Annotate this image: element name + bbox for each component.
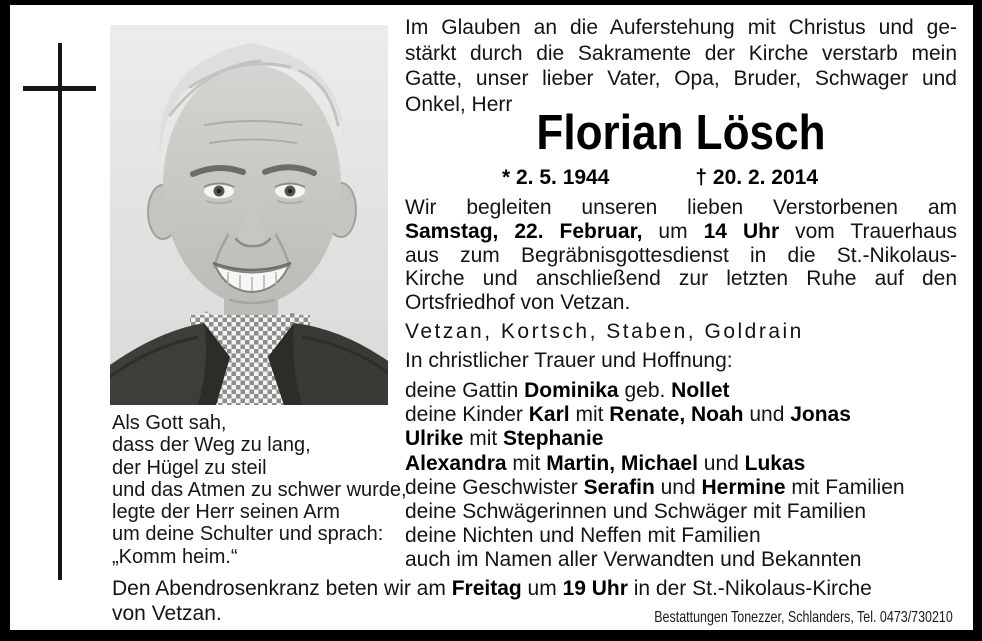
publisher-credit: Bestattungen Tonezzer, Schlanders, Tel. 0473/730210 (654, 609, 953, 626)
portrait-photo (110, 25, 388, 405)
poem-line: um deine Schulter und sprach: (112, 523, 384, 546)
main-text-column (405, 0, 957, 641)
rosary-line: von Vetzan. (112, 602, 222, 626)
cross-icon (58, 43, 62, 580)
poem-line: und das Atmen zu schwer wurde, (112, 478, 407, 501)
family-line: Alexandra mit Martin, Michael und Lukas (405, 451, 806, 475)
funeral-line: aus zum Begräbnisgottesdienst in die St.-Nikolaus- (405, 243, 957, 267)
family-list (405, 379, 957, 573)
funeral-line: Kirche und anschließend zur letzten Ruhe auf den (405, 267, 957, 291)
family-line: deine Gattin Dominika geb. Nollet (405, 379, 730, 402)
family-line: deine Schwägerinnen und Schwäger mit Familien (405, 500, 867, 524)
life-dates (405, 166, 957, 190)
funeral-line: Samstag, 22. Februar, um 14 Uhr vom Trauerhaus (405, 219, 958, 243)
family-line: deine Kinder Karl mit Renate, Noah und Jonas (405, 403, 851, 427)
funeral-paragraph (405, 196, 957, 315)
intro-line: stärkt durch die Sakramente der Kirche verstarb mein (405, 41, 957, 65)
family-line: deine Geschwister Serafin und Hermine mit Familien (405, 475, 905, 499)
deceased-name: Florian Lösch (536, 106, 826, 160)
intro-line: Gatte, unser lieber Vater, Opa, Bruder, Schwager und (405, 67, 957, 91)
death-date: † 20. 2. 2014 (695, 166, 819, 189)
family-line: auch im Namen aller Verwandten und Bekannten (405, 548, 862, 572)
places-line: Vetzan, Kortsch, Staben, Goldrain (405, 320, 804, 343)
memorial-poem (112, 412, 412, 568)
birth-date: * 2. 5. 1944 (502, 166, 610, 189)
poem-line: Als Gott sah, (112, 412, 227, 434)
intro-line: Onkel, Herr (405, 93, 513, 117)
funeral-line: Wir begleiten unseren lieben Verstorbenen am (405, 196, 957, 219)
intro-paragraph (405, 15, 957, 118)
rosary-line: Den Abendrosenkranz beten wir am Freitag um 19 Uhr in der St.-Nikolaus-Kirche (112, 577, 872, 600)
poem-line: legte der Herr seinen Arm (112, 501, 340, 524)
family-line: deine Nichten und Neffen mit Familien (405, 524, 761, 548)
poem-line: „Komm heim.“ (112, 545, 238, 568)
intro-line: Im Glauben an die Auferstehung mit Christus und ge- (405, 16, 957, 39)
poem-line: der Hügel zu steil (112, 456, 267, 479)
cross-icon-bar (23, 86, 96, 91)
poem-line: dass der Weg zu lang, (112, 434, 311, 457)
mourning-intro: In christlicher Trauer und Hoffnung: (405, 349, 733, 372)
family-line: Ulrike mit Stephanie (405, 427, 604, 451)
funeral-line: Ortsfriedhof von Vetzan. (405, 291, 631, 315)
